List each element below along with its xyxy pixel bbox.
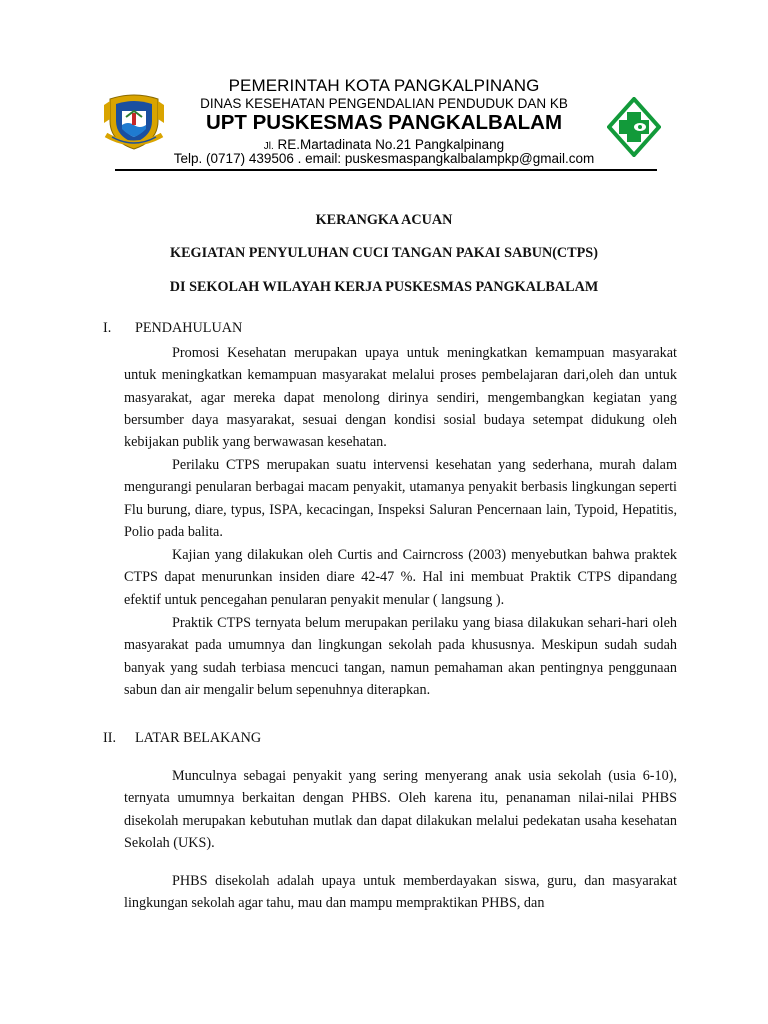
address-prefix: Jl. bbox=[263, 141, 274, 152]
government-name: PEMERINTAH KOTA PANGKALPINANG bbox=[228, 76, 540, 95]
paragraph: Praktik CTPS ternyata belum merupakan perilaku yang biasa dilakukan sehari-hari oleh masyarakat pada umumnya dan lingkungan sekolah pada khususnya. Meskipun sudah sudah banyak yang sudah terbiasa mencuci tangan, namun pemahaman akan pentingnya penggunaan sabun dan air mengalir belum sepenuhnya diterapkan. bbox=[124, 615, 677, 698]
letterhead-divider bbox=[115, 169, 657, 171]
address-text: RE.Martadinata No.21 Pangkalpinang bbox=[277, 137, 505, 152]
paragraph: Kajian yang dilakukan oleh Curtis and Cairncross (2003) menyebutkan bahwa praktek CTPS dapat menurunkan insiden diare 42-47 %. Hal ini membuat Praktik CTPS dipandang efektif untuk pencegahan penularan penyakit menular ( langsung ). bbox=[124, 547, 677, 608]
puskesmas-cross-icon bbox=[607, 97, 661, 157]
section-number: II. bbox=[103, 730, 116, 746]
activity-title: KEGIATAN PENYULUHAN CUCI TANGAN PAKAI SABUN(CTPS) bbox=[170, 245, 598, 261]
paragraph: Munculnya sebagai penyakit yang sering menyerang anak usia sekolah (usia 6-10), ternyata umumnya berkaitan dengan PHBS. Oleh karena itu, penanaman nilai-nilai PHBS disekolah merupakan kebutuhan mutlak dan dapat dilakukan melalui pedekatan usaha kesehatan Sekolah (UKS). bbox=[124, 768, 677, 851]
contact-info: Telp. (0717) 439506 . email: puskesmaspangkalbalampkp@gmail.com bbox=[173, 151, 595, 166]
section-title: PENDAHULUAN bbox=[135, 320, 243, 336]
paragraph: PHBS disekolah adalah upaya untuk memberdayakan siswa, guru, dan masyarakat lingkungan sekolah agar tahu, mau dan mampu mempraktikan PHBS, dan bbox=[124, 873, 677, 912]
paragraph: Perilaku CTPS merupakan suatu intervensi kesehatan yang sederhana, murah dalam mengurangi penularan berbagai macam penyakit, utamanya penyakit berbasis lingkungan seperti Flu burung, diare, typus, ISPA, kecacingan, Inspeksi Saluran Pencernaan lain, Typoid, Hepatitis, Polio pada balita. bbox=[124, 457, 677, 540]
letterhead bbox=[0, 0, 768, 175]
department-name: DINAS KESEHATAN PENGENDALIAN PENDUDUK DAN KB bbox=[200, 96, 568, 111]
paragraph: Promosi Kesehatan merupakan upaya untuk meningkatkan kemampuan masyarakat untuk meningkatkan kemampuan masyarakat melalui proses pembelajaran dari,oleh dan untuk masyarakat, agar mereka dapat menolong dirinya sendiri, mengembangkan kegiatan yang bersumber daya masyarakat, sesuai dengan kondisi sosial budaya setempat didukung oleh kebijakan publik yang berwawasan kesehatan. bbox=[124, 345, 677, 451]
section-title: LATAR BELAKANG bbox=[135, 730, 262, 746]
document-title: KERANGKA ACUAN bbox=[315, 212, 453, 228]
institution-name: UPT PUSKESMAS PANGKALBALAM bbox=[205, 111, 563, 134]
activity-subtitle: DI SEKOLAH WILAYAH KERJA PUSKESMAS PANGKALBALAM bbox=[169, 279, 599, 295]
section-number: I. bbox=[103, 320, 112, 336]
